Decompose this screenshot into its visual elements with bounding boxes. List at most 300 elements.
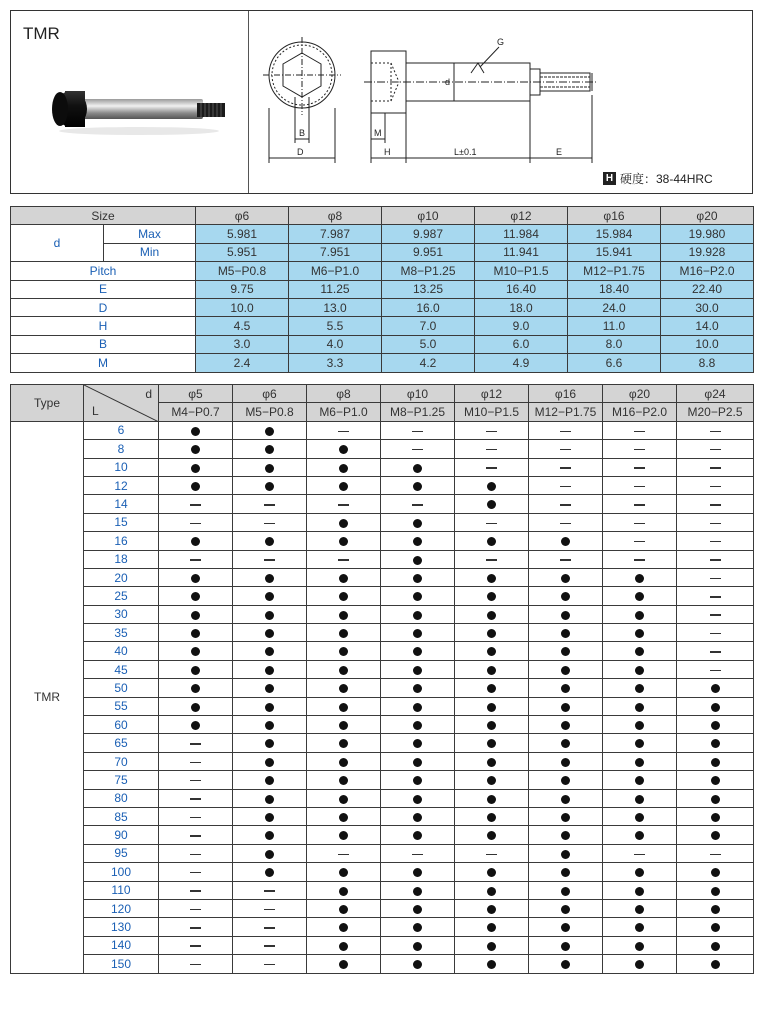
unavailable-dash-icon bbox=[486, 467, 497, 469]
available-dot-icon bbox=[561, 923, 570, 932]
available-dot-icon bbox=[561, 868, 570, 877]
availability-cell bbox=[233, 734, 307, 752]
available-dot-icon bbox=[487, 923, 496, 932]
table-cell: 4.9 bbox=[475, 354, 568, 372]
available-dot-icon bbox=[561, 831, 570, 840]
unavailable-dash-icon bbox=[190, 927, 201, 929]
length-cell: 14 bbox=[84, 495, 159, 513]
availability-cell bbox=[381, 642, 455, 660]
availability-cell bbox=[233, 918, 307, 936]
availability-cell bbox=[529, 881, 603, 899]
availability-cell bbox=[381, 771, 455, 789]
available-dot-icon bbox=[339, 942, 348, 951]
availability-cell bbox=[603, 679, 677, 697]
availability-cell bbox=[455, 513, 529, 531]
availability-cell bbox=[603, 918, 677, 936]
availability-cell bbox=[603, 624, 677, 642]
available-dot-icon bbox=[413, 592, 422, 601]
availability-cell bbox=[159, 624, 233, 642]
available-dot-icon bbox=[413, 574, 422, 583]
diameter-header-cell: φ10 bbox=[381, 385, 455, 403]
availability-cell bbox=[381, 532, 455, 550]
length-cell: 80 bbox=[84, 789, 159, 807]
available-dot-icon bbox=[711, 684, 720, 693]
availability-cell bbox=[529, 642, 603, 660]
shoulder-screw-photo bbox=[47, 89, 231, 139]
available-dot-icon bbox=[711, 776, 720, 785]
unavailable-dash-icon bbox=[710, 467, 721, 469]
spec-row-label: D bbox=[11, 298, 196, 316]
table-row bbox=[11, 495, 754, 513]
header-divider bbox=[248, 11, 249, 193]
available-dot-icon bbox=[413, 758, 422, 767]
availability-cell bbox=[677, 734, 754, 752]
available-dot-icon bbox=[413, 611, 422, 620]
availability-cell bbox=[307, 771, 381, 789]
availability-cell bbox=[603, 771, 677, 789]
table-cell: M6−P1.0 bbox=[289, 262, 382, 280]
available-dot-icon bbox=[561, 684, 570, 693]
availability-cell bbox=[455, 679, 529, 697]
diameter-header-cell: φ12 bbox=[455, 385, 529, 403]
size-header-cell: φ6 bbox=[196, 207, 289, 225]
availability-cell bbox=[677, 532, 754, 550]
availability-cell bbox=[307, 513, 381, 531]
availability-cell bbox=[455, 587, 529, 605]
availability-cell bbox=[307, 826, 381, 844]
availability-cell bbox=[381, 550, 455, 568]
table-row bbox=[11, 550, 754, 568]
availability-cell bbox=[455, 716, 529, 734]
table-row bbox=[11, 476, 754, 494]
available-dot-icon bbox=[561, 629, 570, 638]
length-cell: 8 bbox=[84, 440, 159, 458]
table-row bbox=[11, 716, 754, 734]
available-dot-icon bbox=[339, 887, 348, 896]
available-dot-icon bbox=[561, 721, 570, 730]
availability-cell bbox=[159, 826, 233, 844]
available-dot-icon bbox=[339, 813, 348, 822]
availability-cell bbox=[455, 826, 529, 844]
available-dot-icon bbox=[711, 942, 720, 951]
available-dot-icon bbox=[413, 666, 422, 675]
d-min-row bbox=[11, 243, 754, 261]
available-dot-icon bbox=[191, 611, 200, 620]
available-dot-icon bbox=[487, 776, 496, 785]
availability-cell bbox=[233, 752, 307, 770]
diameter-header-row bbox=[11, 385, 754, 403]
available-dot-icon bbox=[561, 537, 570, 546]
available-dot-icon bbox=[635, 703, 644, 712]
thread-header-cell: M16−P2.0 bbox=[603, 403, 677, 421]
available-dot-icon bbox=[265, 647, 274, 656]
availability-cell bbox=[455, 605, 529, 623]
table-cell: 11.941 bbox=[475, 243, 568, 261]
availability-cell bbox=[159, 918, 233, 936]
unavailable-dash-icon bbox=[264, 945, 275, 947]
availability-cell bbox=[307, 918, 381, 936]
available-dot-icon bbox=[265, 482, 274, 491]
availability-cell bbox=[307, 642, 381, 660]
available-dot-icon bbox=[561, 647, 570, 656]
table-row bbox=[11, 513, 754, 531]
unavailable-dash-icon bbox=[710, 523, 721, 525]
availability-cell bbox=[233, 587, 307, 605]
table-cell: 5.5 bbox=[289, 317, 382, 335]
table-row bbox=[11, 421, 754, 439]
dim-label-G: G bbox=[497, 37, 505, 47]
available-dot-icon bbox=[265, 611, 274, 620]
availability-cell bbox=[455, 660, 529, 678]
available-dot-icon bbox=[635, 739, 644, 748]
availability-cell bbox=[307, 881, 381, 899]
availability-cell bbox=[677, 605, 754, 623]
available-dot-icon bbox=[561, 905, 570, 914]
unavailable-dash-icon bbox=[634, 486, 645, 488]
availability-cell bbox=[159, 863, 233, 881]
thread-header-cell: M4−P0.7 bbox=[159, 403, 233, 421]
availability-cell bbox=[233, 624, 307, 642]
table-row bbox=[11, 440, 754, 458]
availability-cell bbox=[677, 697, 754, 715]
diameter-header-cell: φ24 bbox=[677, 385, 754, 403]
unavailable-dash-icon bbox=[634, 559, 645, 561]
availability-cell bbox=[529, 532, 603, 550]
available-dot-icon bbox=[487, 739, 496, 748]
available-dot-icon bbox=[635, 721, 644, 730]
table-cell: 11.984 bbox=[475, 225, 568, 243]
table-cell: 18.40 bbox=[568, 280, 661, 298]
d-label: d bbox=[11, 225, 104, 262]
available-dot-icon bbox=[635, 592, 644, 601]
available-dot-icon bbox=[413, 739, 422, 748]
table-cell: 14.0 bbox=[661, 317, 754, 335]
unavailable-dash-icon bbox=[486, 559, 497, 561]
unavailable-dash-icon bbox=[190, 780, 201, 782]
availability-cell bbox=[529, 863, 603, 881]
availability-cell bbox=[233, 642, 307, 660]
availability-cell bbox=[307, 936, 381, 954]
dim-label-d: d bbox=[445, 77, 451, 87]
table-row bbox=[11, 532, 754, 550]
available-dot-icon bbox=[635, 942, 644, 951]
unavailable-dash-icon bbox=[190, 817, 201, 819]
table-cell: 3.3 bbox=[289, 354, 382, 372]
available-dot-icon bbox=[191, 537, 200, 546]
availability-cell bbox=[381, 421, 455, 439]
table-cell: 4.2 bbox=[382, 354, 475, 372]
table-row bbox=[11, 660, 754, 678]
availability-cell bbox=[307, 495, 381, 513]
available-dot-icon bbox=[487, 574, 496, 583]
d-max-row bbox=[11, 225, 754, 243]
availability-cell bbox=[603, 532, 677, 550]
table-row bbox=[11, 899, 754, 917]
unavailable-dash-icon bbox=[710, 596, 721, 598]
length-cell: 18 bbox=[84, 550, 159, 568]
size-header-label: Size bbox=[11, 207, 196, 225]
unavailable-dash-icon bbox=[486, 854, 497, 856]
spec-row bbox=[11, 335, 754, 353]
availability-cell bbox=[307, 844, 381, 862]
available-dot-icon bbox=[487, 905, 496, 914]
size-header-cell: φ12 bbox=[475, 207, 568, 225]
availability-cell bbox=[677, 863, 754, 881]
availability-cell bbox=[233, 955, 307, 973]
length-cell: 55 bbox=[84, 697, 159, 715]
unavailable-dash-icon bbox=[338, 559, 349, 561]
availability-cell bbox=[677, 550, 754, 568]
availability-cell bbox=[455, 899, 529, 917]
available-dot-icon bbox=[487, 666, 496, 675]
length-cell: 15 bbox=[84, 513, 159, 531]
unavailable-dash-icon bbox=[560, 523, 571, 525]
available-dot-icon bbox=[561, 574, 570, 583]
unavailable-dash-icon bbox=[560, 467, 571, 469]
availability-cell bbox=[233, 660, 307, 678]
available-dot-icon bbox=[635, 629, 644, 638]
available-dot-icon bbox=[339, 464, 348, 473]
table-cell: 30.0 bbox=[661, 298, 754, 316]
availability-cell bbox=[159, 679, 233, 697]
unavailable-dash-icon bbox=[412, 431, 423, 433]
table-row bbox=[11, 789, 754, 807]
available-dot-icon bbox=[487, 831, 496, 840]
available-dot-icon bbox=[413, 831, 422, 840]
availability-cell bbox=[603, 605, 677, 623]
available-dot-icon bbox=[339, 629, 348, 638]
length-cell: 50 bbox=[84, 679, 159, 697]
availability-cell bbox=[233, 513, 307, 531]
unavailable-dash-icon bbox=[190, 762, 201, 764]
availability-cell bbox=[455, 440, 529, 458]
availability-cell bbox=[455, 936, 529, 954]
available-dot-icon bbox=[561, 703, 570, 712]
hardness-text: 硬度：38-44HRC bbox=[620, 172, 713, 186]
length-cell: 45 bbox=[84, 660, 159, 678]
table-row bbox=[11, 587, 754, 605]
available-dot-icon bbox=[711, 905, 720, 914]
unavailable-dash-icon bbox=[190, 523, 201, 525]
availability-cell bbox=[603, 807, 677, 825]
available-dot-icon bbox=[487, 482, 496, 491]
available-dot-icon bbox=[487, 592, 496, 601]
dim-label-L: L±0.1 bbox=[454, 147, 477, 157]
availability-cell bbox=[455, 734, 529, 752]
availability-cell bbox=[529, 513, 603, 531]
availability-cell bbox=[529, 936, 603, 954]
available-dot-icon bbox=[635, 905, 644, 914]
availability-cell bbox=[159, 440, 233, 458]
availability-cell bbox=[677, 752, 754, 770]
availability-cell bbox=[307, 568, 381, 586]
availability-cell bbox=[603, 440, 677, 458]
availability-cell bbox=[307, 587, 381, 605]
availability-cell bbox=[381, 624, 455, 642]
availability-cell bbox=[307, 863, 381, 881]
unavailable-dash-icon bbox=[264, 909, 275, 911]
table-cell: 7.0 bbox=[382, 317, 475, 335]
table-cell: 5.951 bbox=[196, 243, 289, 261]
table-cell: 8.0 bbox=[568, 335, 661, 353]
spec-row-label: H bbox=[11, 317, 196, 335]
availability-cell bbox=[603, 458, 677, 476]
available-dot-icon bbox=[413, 464, 422, 473]
size-spec-table bbox=[10, 206, 754, 373]
unavailable-dash-icon bbox=[190, 743, 201, 745]
availability-cell bbox=[159, 697, 233, 715]
availability-cell bbox=[159, 881, 233, 899]
spec-row bbox=[11, 298, 754, 316]
availability-cell bbox=[603, 863, 677, 881]
available-dot-icon bbox=[561, 795, 570, 804]
availability-cell bbox=[677, 642, 754, 660]
table-row bbox=[11, 807, 754, 825]
available-dot-icon bbox=[561, 960, 570, 969]
availability-cell bbox=[381, 476, 455, 494]
unavailable-dash-icon bbox=[264, 523, 275, 525]
availability-cell bbox=[307, 660, 381, 678]
availability-cell bbox=[529, 955, 603, 973]
unavailable-dash-icon bbox=[412, 504, 423, 506]
availability-cell bbox=[381, 734, 455, 752]
available-dot-icon bbox=[265, 666, 274, 675]
unavailable-dash-icon bbox=[560, 504, 571, 506]
diameter-header-cell: φ16 bbox=[529, 385, 603, 403]
length-cell: 90 bbox=[84, 826, 159, 844]
availability-cell bbox=[677, 679, 754, 697]
table-row bbox=[11, 826, 754, 844]
availability-cell bbox=[381, 716, 455, 734]
table-row bbox=[11, 918, 754, 936]
table-row bbox=[11, 955, 754, 973]
availability-cell bbox=[307, 899, 381, 917]
thread-header-cell: M20−P2.5 bbox=[677, 403, 754, 421]
available-dot-icon bbox=[711, 721, 720, 730]
unavailable-dash-icon bbox=[190, 559, 201, 561]
table-cell: 15.984 bbox=[568, 225, 661, 243]
availability-cell bbox=[381, 660, 455, 678]
available-dot-icon bbox=[635, 776, 644, 785]
availability-cell bbox=[603, 660, 677, 678]
table-cell: 4.5 bbox=[196, 317, 289, 335]
unavailable-dash-icon bbox=[264, 927, 275, 929]
availability-cell bbox=[603, 826, 677, 844]
availability-cell bbox=[381, 605, 455, 623]
table-row bbox=[11, 936, 754, 954]
availability-cell bbox=[455, 550, 529, 568]
availability-cell bbox=[603, 734, 677, 752]
availability-cell bbox=[455, 495, 529, 513]
availability-cell bbox=[603, 752, 677, 770]
spec-row-label: M bbox=[11, 354, 196, 372]
available-dot-icon bbox=[561, 611, 570, 620]
table-cell: 6.6 bbox=[568, 354, 661, 372]
available-dot-icon bbox=[635, 813, 644, 822]
available-dot-icon bbox=[487, 813, 496, 822]
available-dot-icon bbox=[413, 887, 422, 896]
table-cell: M5−P0.8 bbox=[196, 262, 289, 280]
available-dot-icon bbox=[191, 592, 200, 601]
spec-row bbox=[11, 317, 754, 335]
unavailable-dash-icon bbox=[264, 504, 275, 506]
available-dot-icon bbox=[339, 482, 348, 491]
availability-cell bbox=[381, 679, 455, 697]
availability-cell bbox=[381, 881, 455, 899]
availability-cell bbox=[233, 771, 307, 789]
available-dot-icon bbox=[265, 703, 274, 712]
availability-cell bbox=[529, 697, 603, 715]
length-cell: 85 bbox=[84, 807, 159, 825]
available-dot-icon bbox=[413, 905, 422, 914]
availability-cell bbox=[529, 826, 603, 844]
table-row bbox=[11, 752, 754, 770]
unavailable-dash-icon bbox=[338, 504, 349, 506]
availability-cell bbox=[307, 734, 381, 752]
available-dot-icon bbox=[413, 813, 422, 822]
availability-cell bbox=[529, 899, 603, 917]
unavailable-dash-icon bbox=[190, 964, 201, 966]
available-dot-icon bbox=[339, 923, 348, 932]
available-dot-icon bbox=[413, 482, 422, 491]
length-cell: 70 bbox=[84, 752, 159, 770]
table-row bbox=[11, 734, 754, 752]
unavailable-dash-icon bbox=[710, 614, 721, 616]
availability-cell bbox=[307, 550, 381, 568]
availability-cell bbox=[233, 458, 307, 476]
available-dot-icon bbox=[711, 923, 720, 932]
length-cell: 16 bbox=[84, 532, 159, 550]
available-dot-icon bbox=[339, 647, 348, 656]
availability-cell bbox=[307, 752, 381, 770]
availability-cell bbox=[529, 476, 603, 494]
available-dot-icon bbox=[339, 684, 348, 693]
available-dot-icon bbox=[413, 923, 422, 932]
available-dot-icon bbox=[191, 629, 200, 638]
availability-cell bbox=[455, 752, 529, 770]
length-cell: 25 bbox=[84, 587, 159, 605]
length-availability-table bbox=[10, 384, 754, 974]
availability-cell bbox=[603, 642, 677, 660]
unavailable-dash-icon bbox=[634, 523, 645, 525]
min-label: Min bbox=[104, 243, 196, 261]
availability-cell bbox=[159, 421, 233, 439]
available-dot-icon bbox=[265, 795, 274, 804]
available-dot-icon bbox=[339, 758, 348, 767]
availability-cell bbox=[233, 844, 307, 862]
availability-cell bbox=[677, 807, 754, 825]
availability-cell bbox=[455, 568, 529, 586]
available-dot-icon bbox=[265, 850, 274, 859]
table-cell: 9.75 bbox=[196, 280, 289, 298]
available-dot-icon bbox=[339, 905, 348, 914]
availability-cell bbox=[603, 421, 677, 439]
available-dot-icon bbox=[265, 464, 274, 473]
unavailable-dash-icon bbox=[264, 964, 275, 966]
available-dot-icon bbox=[487, 684, 496, 693]
availability-cell bbox=[159, 734, 233, 752]
availability-cell bbox=[529, 587, 603, 605]
availability-cell bbox=[307, 624, 381, 642]
available-dot-icon bbox=[487, 758, 496, 767]
available-dot-icon bbox=[635, 666, 644, 675]
available-dot-icon bbox=[561, 813, 570, 822]
availability-cell bbox=[159, 844, 233, 862]
available-dot-icon bbox=[561, 592, 570, 601]
available-dot-icon bbox=[191, 684, 200, 693]
availability-cell bbox=[307, 605, 381, 623]
availability-cell bbox=[233, 440, 307, 458]
